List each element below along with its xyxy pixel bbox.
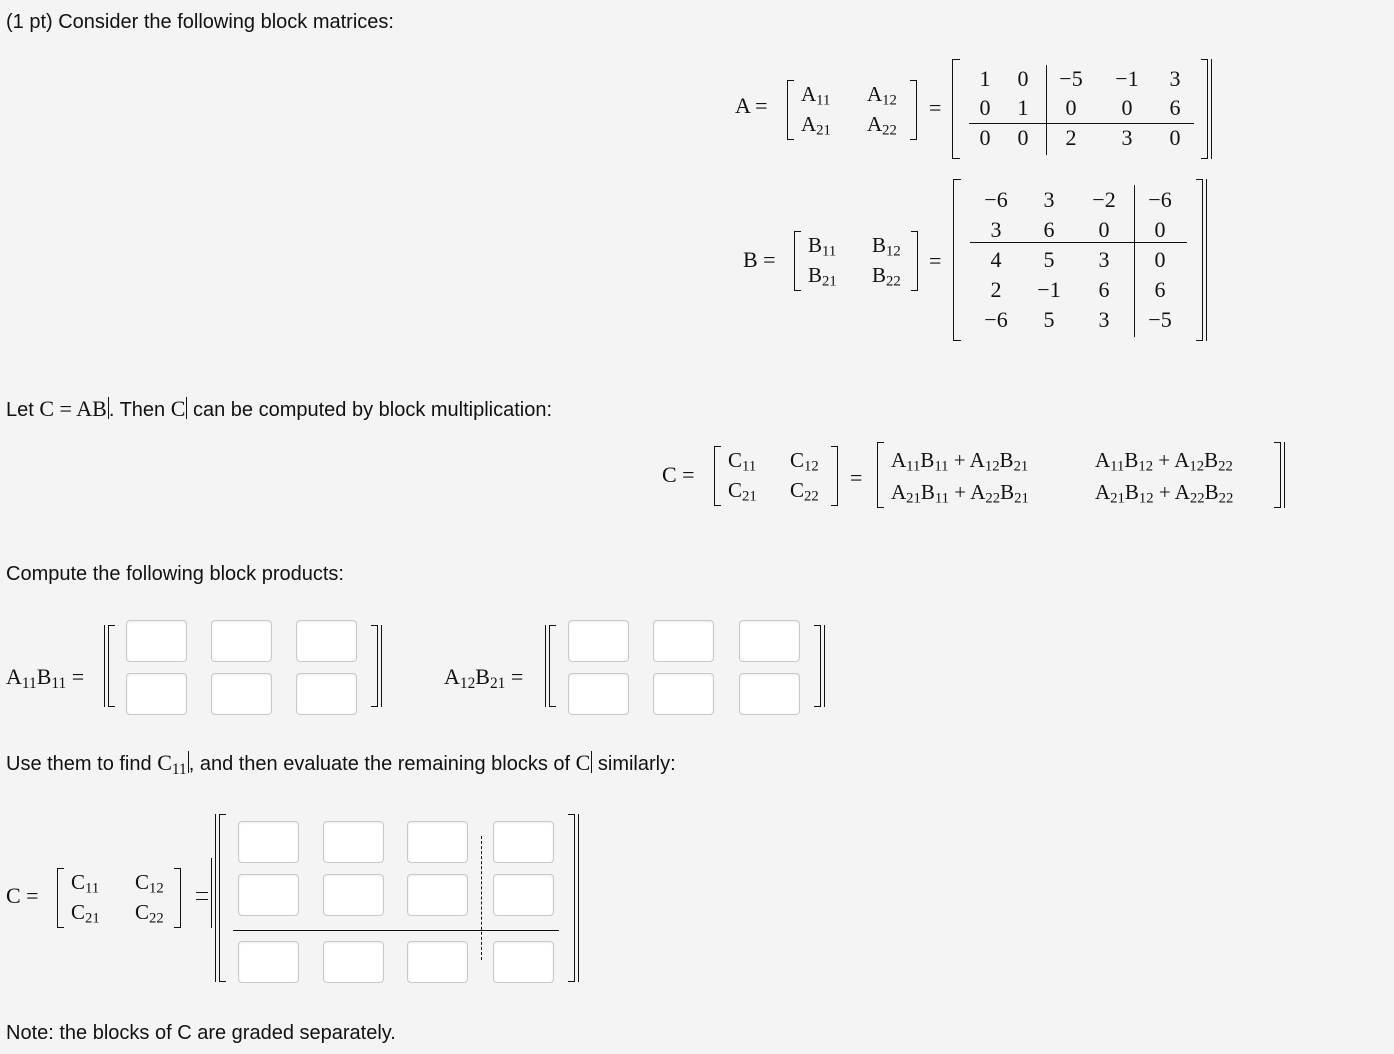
matrix-a-cell-r3c5: 0: [1169, 125, 1181, 150]
c-final-lhs: C =: [6, 883, 39, 908]
matrix-b-blocks: $B_{11}$ $B_{12}$ $B_{21}$ $B_{22}$: [794, 231, 918, 291]
matrix-b-cell-r5c2: 5: [1043, 307, 1055, 332]
intro-text: (1 pt) Consider the following block matrices:: [6, 11, 394, 33]
c-input-r3c3[interactable]: [407, 941, 468, 983]
matrix-a-cell-r3c4: 3: [1121, 125, 1133, 150]
a11b11-input-r2c3[interactable]: [296, 673, 357, 715]
a12b21-input-r2c2[interactable]: [653, 673, 714, 715]
matrix-b-cell-r3c2: 5: [1043, 247, 1055, 272]
matrix-b-numeric: [953, 179, 1207, 341]
a11b11-input-r1c3[interactable]: [296, 620, 357, 662]
a11b11-input-r2c2[interactable]: [211, 673, 272, 715]
matrix-a-cell-r1c5: 3: [1169, 66, 1181, 91]
matrix-a-equals: =: [929, 95, 942, 120]
matrix-b-cell-r2c1: 3: [990, 217, 1002, 242]
matrix-a-cell-r3c1: 0: [979, 125, 991, 150]
matrix-a-cell-r1c1: 1: [979, 66, 991, 91]
matrix-b-cell-r5c4: −5: [1148, 307, 1172, 332]
matrix-a-cell-r2c5: 6: [1169, 95, 1181, 120]
matrix-b-cell-r3c1: 4: [990, 247, 1002, 272]
c-input-r1c4[interactable]: [493, 821, 554, 863]
c-input-r3c1[interactable]: [238, 941, 299, 983]
matrix-b-cell-r2c3: 0: [1098, 217, 1110, 242]
matrix-a-cell-r3c3: 2: [1065, 125, 1077, 150]
c-input-r2c3[interactable]: [407, 874, 468, 916]
a11b11-input-r2c1[interactable]: [126, 673, 187, 715]
matrix-b-cell-r1c3: −2: [1092, 187, 1116, 212]
matrix-a-lhs: A =: [735, 93, 768, 118]
grading-note: Note: the blocks of C are graded separately.: [6, 1022, 396, 1044]
matrix-a-cell-r2c1: 0: [979, 95, 991, 120]
matrix-b-cell-r4c3: 6: [1098, 277, 1110, 302]
c-final-blocks: $C_{11}$ $C_{12}$ $C_{21}$ $C_{22}$: [57, 868, 181, 928]
a12b21-input-r2c1[interactable]: [568, 673, 629, 715]
use-line: Use them to find $C_{11}$ , and then evaluate the remaining blocks of C similarly:: [6, 750, 676, 778]
c-input-r3c2[interactable]: [323, 941, 384, 983]
c-def-lhs: C =: [662, 462, 695, 487]
matrix-b-cell-r4c1: 2: [990, 277, 1002, 302]
matrix-b-equals: =: [929, 248, 942, 273]
a11b11-input-r1c1[interactable]: [126, 620, 187, 662]
c-final-equals: [196, 886, 208, 908]
c-input-r1c3[interactable]: [407, 821, 468, 863]
c-input-r2c1[interactable]: [238, 874, 299, 916]
matrix-a-cell-r1c4: −1: [1115, 66, 1139, 91]
a12b21-input-r2c3[interactable]: [739, 673, 800, 715]
c-input-r2c2[interactable]: [323, 874, 384, 916]
c-input-r1c2[interactable]: [323, 821, 384, 863]
compute-instructions: Compute the following block products:: [6, 563, 344, 585]
c-input-r2c4[interactable]: [493, 874, 554, 916]
a12b21-input-r1c2[interactable]: [653, 620, 714, 662]
matrix-b-cell-r5c3: 3: [1098, 307, 1110, 332]
matrix-a-cell-r1c2: 0: [1017, 66, 1029, 91]
matrix-b-cell-r1c4: −6: [1148, 187, 1172, 212]
c-def-equals: =: [850, 465, 863, 490]
matrix-b-cell-r4c2: −1: [1037, 277, 1061, 302]
c-def-blocks: $C_{11}$ $C_{12}$ $C_{21}$ $C_{22}$: [714, 446, 838, 506]
matrix-a-cell-r3c2: 0: [1017, 125, 1029, 150]
matrix-a-cell-r2c3: 0: [1065, 95, 1077, 120]
matrix-b-cell-r5c1: −6: [984, 307, 1008, 332]
matrix-a-blocks: $A_{11}$ $A_{12}$ $A_{21}$ $A_{22}$: [787, 80, 917, 140]
a12b21-input-r1c1[interactable]: [568, 620, 629, 662]
matrix-b-lhs: B =: [743, 247, 776, 272]
c-input-r1c1[interactable]: [238, 821, 299, 863]
matrix-b-cell-r1c2: 3: [1043, 187, 1055, 212]
matrix-a-cell-r2c2: 1: [1017, 95, 1029, 120]
c-def-sums: $A_{11}B_{11} + A_{12}B_{21}$ $A_{11}B_{12} + A_{12}B_{22}$ $A_{21}B_{11} + A_{22}B_{21}$ $A_{21}B_{12} + A_{22}B_{22}$: [877, 442, 1285, 508]
matrix-b-cell-r2c2: 6: [1043, 217, 1055, 242]
let-line: Let C = AB . Then C can be computed by block multiplication:: [6, 396, 553, 421]
matrix-b-cell-r1c1: −6: [984, 187, 1008, 212]
matrix-b-cell-r4c4: 6: [1154, 277, 1166, 302]
matrix-b-cell-r3c3: 3: [1098, 247, 1110, 272]
matrix-b-cell-r3c4: 0: [1154, 247, 1166, 272]
matrix-a-cell-r2c4: 0: [1121, 95, 1133, 120]
prod-a12b21-label: $A_{12}B_{21}$ =: [444, 664, 524, 692]
matrix-a-numeric: [952, 59, 1212, 159]
matrix-a-cell-r1c3: −5: [1059, 66, 1083, 91]
prod-a11b11-label: $A_{11}B_{11}$ =: [6, 664, 85, 692]
matrix-b-cell-r2c4: 0: [1154, 217, 1166, 242]
a11b11-input-r1c2[interactable]: [211, 620, 272, 662]
c-input-r3c4[interactable]: [493, 941, 554, 983]
a12b21-input-r1c3[interactable]: [739, 620, 800, 662]
